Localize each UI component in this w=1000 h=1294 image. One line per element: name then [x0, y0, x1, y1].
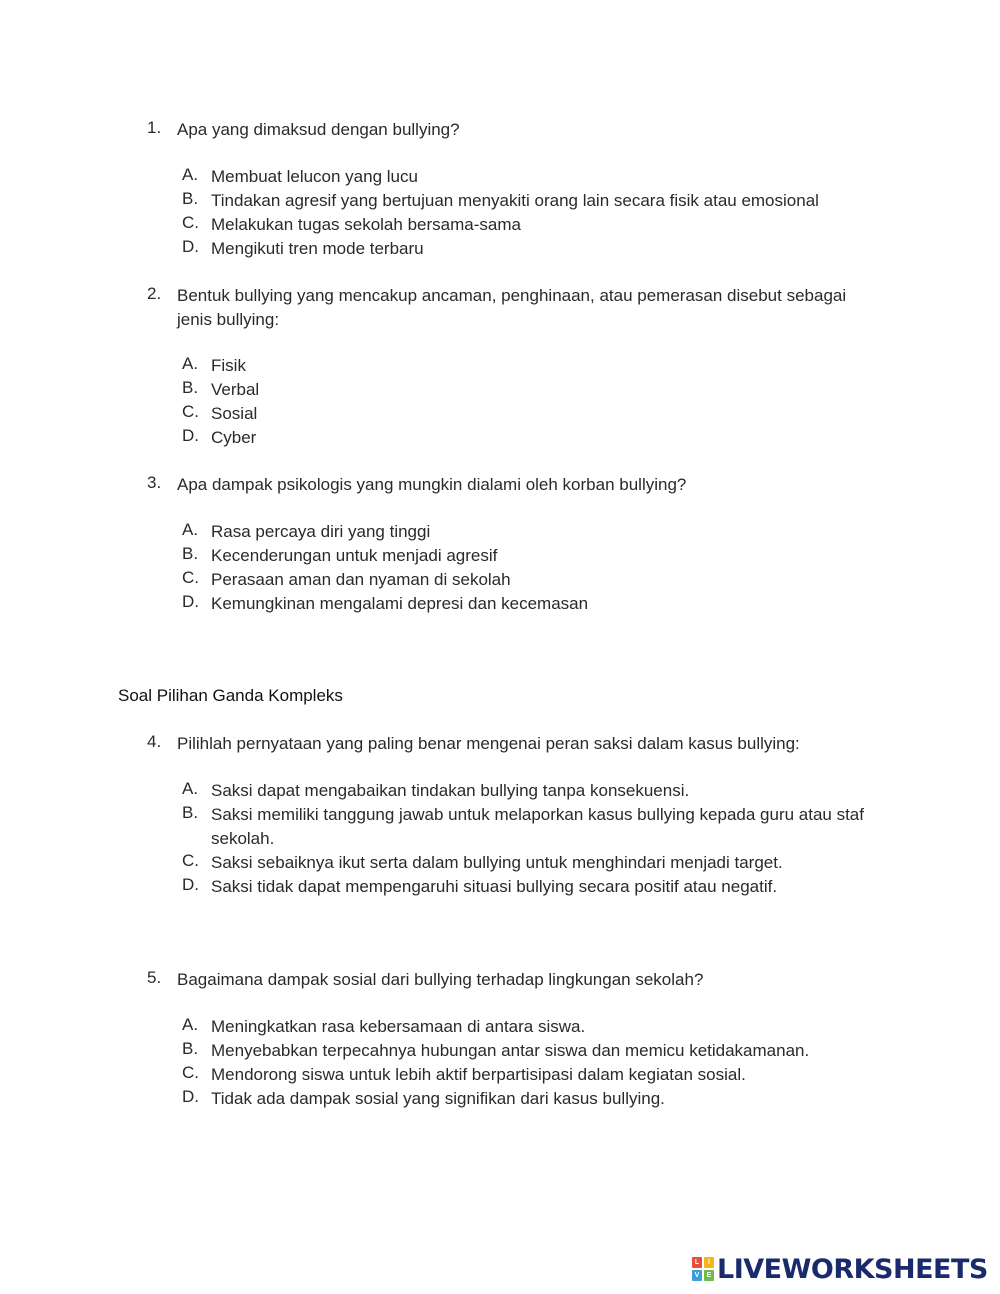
option-letter: B.	[182, 378, 199, 397]
option-text[interactable]: Rasa percaya diri yang tinggi	[211, 522, 431, 541]
option-letter: A.	[182, 165, 199, 184]
option-letter: C.	[182, 1063, 199, 1082]
question-number: 2.	[147, 284, 162, 303]
option-text[interactable]: Kecenderungan untuk menjadi agresif	[211, 546, 498, 565]
logo-block: E	[704, 1270, 714, 1281]
option-text[interactable]: Meningkatkan rasa kebersamaan di antara siswa.	[211, 1017, 586, 1036]
option-letter: D.	[182, 1087, 199, 1106]
option-letter: D.	[182, 592, 199, 611]
section-title: Soal Pilihan Ganda Kompleks	[118, 686, 343, 705]
option-letter: B.	[182, 189, 199, 208]
option-text[interactable]: Saksi memiliki tanggung jawab untuk melaporkan kasus bullying kepada guru atau staf sekolah.	[211, 805, 864, 848]
option-letter: D.	[182, 875, 199, 894]
liveworksheets-logo[interactable]	[692, 1255, 988, 1283]
option-text[interactable]: Menyebabkan terpecahnya hubungan antar siswa dan memicu ketidakamanan.	[211, 1041, 810, 1060]
option-letter: B.	[182, 544, 199, 563]
option-text[interactable]: Membuat lelucon yang lucu	[211, 167, 418, 186]
logo-blocks-icon	[692, 1257, 714, 1281]
question-number: 5.	[147, 968, 162, 987]
option-letter: C.	[182, 402, 199, 421]
option-text[interactable]: Tindakan agresif yang bertujuan menyakiti orang lain secara fisik atau emosional	[211, 191, 819, 210]
option-letter: D.	[182, 237, 199, 256]
option-letter: A.	[182, 1015, 199, 1034]
option-letter: C.	[182, 568, 199, 587]
option-letter: A.	[182, 354, 199, 373]
option-text[interactable]: Cyber	[211, 428, 257, 447]
question-text: Pilihlah pernyataan yang paling benar mengenai peran saksi dalam kasus bullying:	[177, 734, 800, 753]
question-text: Apa yang dimaksud dengan bullying?	[177, 120, 460, 139]
option-letter: B.	[182, 1039, 199, 1058]
option-text[interactable]: Perasaan aman dan nyaman di sekolah	[211, 570, 511, 589]
logo-block: I	[704, 1257, 714, 1268]
logo-block: L	[692, 1257, 702, 1268]
option-text[interactable]: Saksi sebaiknya ikut serta dalam bullying untuk menghindari menjadi target.	[211, 853, 783, 872]
option-letter: D.	[182, 426, 199, 445]
option-text[interactable]: Saksi tidak dapat mempengaruhi situasi bullying secara positif atau negatif.	[211, 877, 778, 896]
option-text[interactable]: Kemungkinan mengalami depresi dan kecemasan	[211, 594, 589, 613]
option-letter: B.	[182, 803, 199, 822]
logo-text: LIVEWORKSHEETS	[717, 1253, 988, 1285]
question-number: 3.	[147, 473, 162, 492]
question-text: Apa dampak psikologis yang mungkin dialami oleh korban bullying?	[177, 475, 687, 494]
option-letter: A.	[182, 520, 199, 539]
option-text[interactable]: Tidak ada dampak sosial yang signifikan dari kasus bullying.	[211, 1089, 665, 1108]
option-text[interactable]: Mendorong siswa untuk lebih aktif berpartisipasi dalam kegiatan sosial.	[211, 1065, 746, 1084]
option-letter: C.	[182, 213, 199, 232]
logo-block: V	[692, 1270, 702, 1281]
option-text[interactable]: Fisik	[211, 356, 246, 375]
question-text: Bentuk bullying yang mencakup ancaman, penghinaan, atau pemerasan disebut sebagai jenis bullying:	[177, 286, 847, 329]
option-text[interactable]: Verbal	[211, 380, 260, 399]
question-text: Bagaimana dampak sosial dari bullying terhadap lingkungan sekolah?	[177, 970, 704, 989]
option-letter: C.	[182, 851, 199, 870]
question-number: 1.	[147, 118, 162, 137]
question-number: 4.	[147, 732, 162, 751]
option-text[interactable]: Mengikuti tren mode terbaru	[211, 239, 424, 258]
option-text[interactable]: Saksi dapat mengabaikan tindakan bullying tanpa konsekuensi.	[211, 781, 690, 800]
option-text[interactable]: Sosial	[211, 404, 258, 423]
option-letter: A.	[182, 779, 199, 798]
option-text[interactable]: Melakukan tugas sekolah bersama-sama	[211, 215, 521, 234]
